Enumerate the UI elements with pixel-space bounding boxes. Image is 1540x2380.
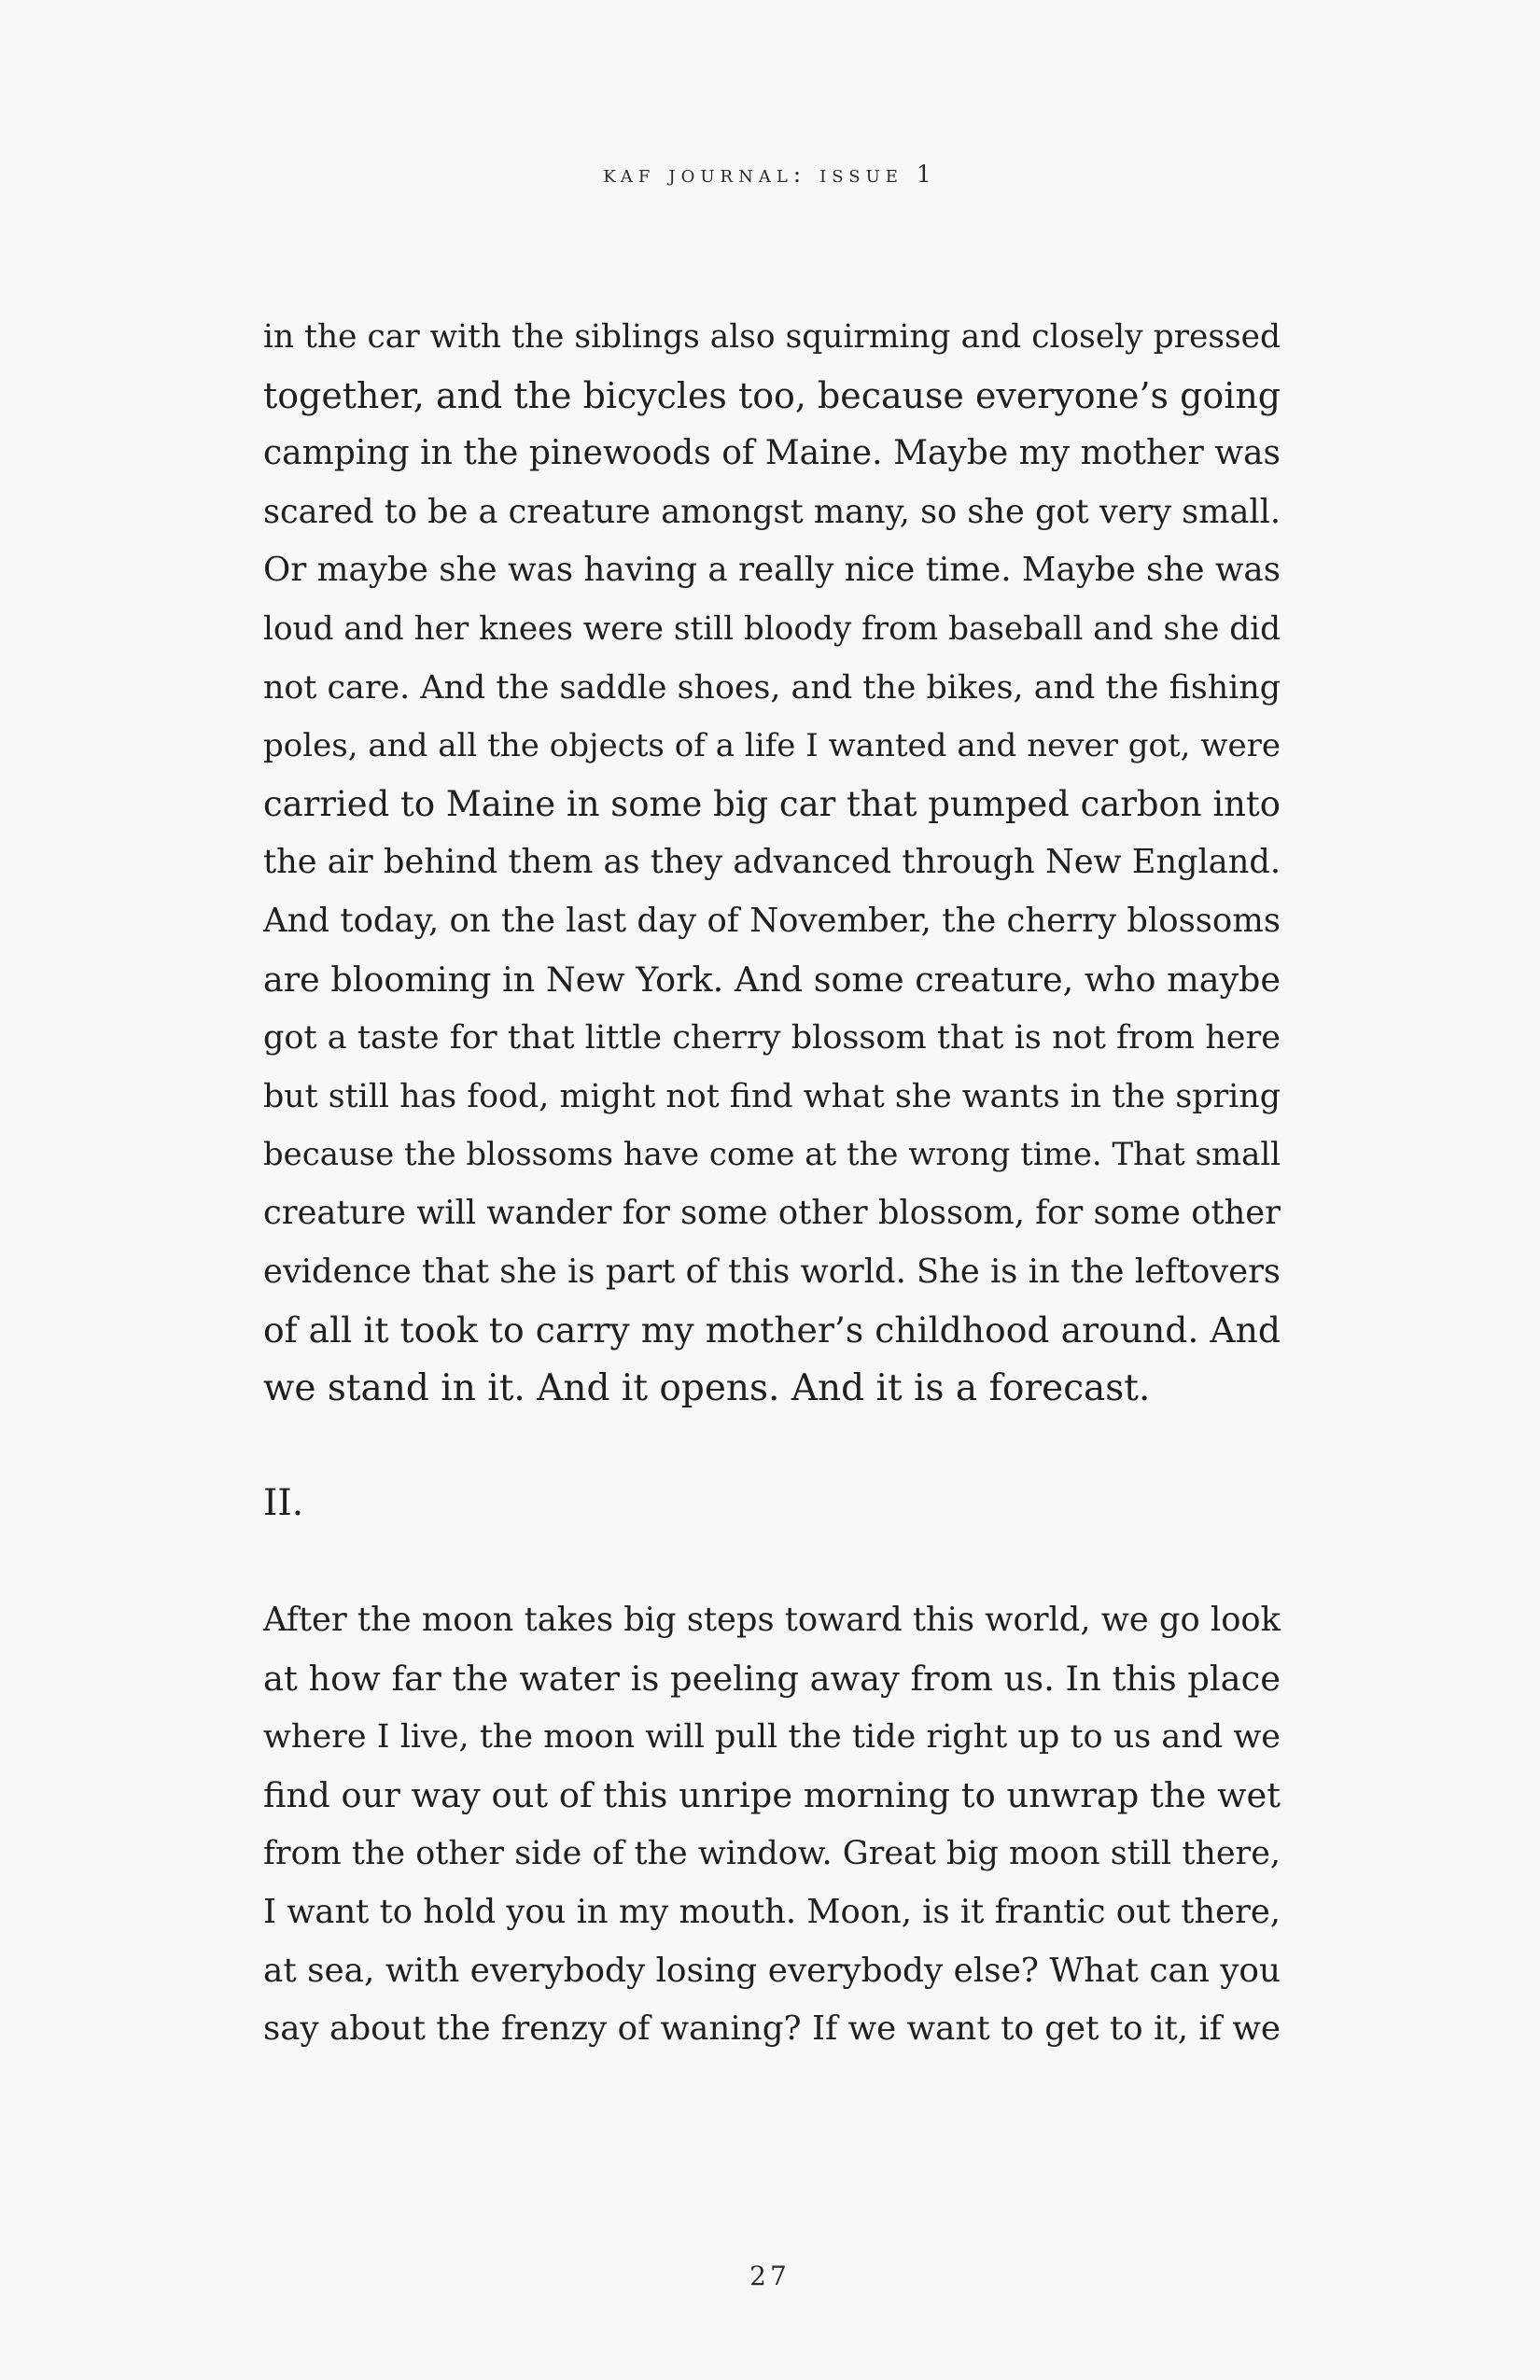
text-line: carried to Maine in some big car that pumped carbon into — [263, 783, 1281, 824]
section-heading — [263, 1475, 1281, 1533]
paragraph-1 — [263, 308, 1281, 1418]
text-line: loud and her knees were still bloody from baseball and she did — [263, 609, 1281, 648]
text-line: where I live, the moon will pull the tide right up to us and we — [263, 1718, 1281, 1757]
text-line: creature will wander for some other blossom, for some other — [263, 1193, 1281, 1232]
text-line: of all it took to carry my mother’s childhood around. And — [263, 1309, 1281, 1351]
text-line: scared to be a creature amongst many, so she got very small. — [263, 492, 1281, 531]
text-line: at sea, with everybody losing everybody else? What can you — [263, 1951, 1281, 1990]
text-line: in the car with the siblings also squirming and closely pressed — [263, 318, 1281, 356]
text-line: Or maybe she was having a really nice time. Maybe she was — [263, 551, 1281, 590]
text-line: got a taste for that little cherry blossom that is not from here — [263, 1018, 1281, 1057]
page-number: 27 — [749, 2261, 791, 2291]
text-line: After the moon takes big steps toward this world, we go look — [263, 1601, 1281, 1639]
paragraph-2 — [263, 1591, 1281, 2059]
text-line: not care. And the saddle shoes, and the bikes, and the fishing — [263, 668, 1281, 707]
text-line: together, and the bicycles too, because everyone’s going — [263, 374, 1281, 416]
text-line: evidence that she is part of this world. She is in the leftovers — [263, 1252, 1281, 1291]
text-line: at how far the water is peeling away from us. In this place — [263, 1658, 1281, 1699]
text-line: from the other side of the window. Great big moon still there, — [263, 1835, 1281, 1873]
text-line: poles, and all the objects of a life I wanted and never got, were — [263, 727, 1281, 765]
section-heading-text: II. — [263, 1482, 304, 1524]
text-line: find our way out of this unripe morning to unwrap the wet — [263, 1774, 1281, 1815]
text-line: And today, on the last day of November, the cherry blossoms — [263, 901, 1281, 940]
text-line: the air behind them as they advanced through New England. — [263, 843, 1281, 882]
text-line: I want to hold you in my mouth. Moon, is it frantic out there, — [263, 1892, 1281, 1931]
running-head: kaf journal: issue 1 — [603, 161, 937, 188]
text-line: are blooming in New York. And some creature, who maybe — [263, 959, 1281, 1000]
text-line: camping in the pinewoods of Maine. Maybe my mother was — [263, 434, 1281, 473]
text-line: say about the frenzy of waning? If we want to get to it, if we — [263, 2009, 1281, 2049]
text-line: we stand in it. And it opens. And it is a forecast. — [263, 1366, 1151, 1409]
text-line: because the blossoms have come at the wrong time. That small — [263, 1136, 1281, 1173]
text-line: but still has food, might not find what she wants in the spring — [263, 1077, 1281, 1115]
